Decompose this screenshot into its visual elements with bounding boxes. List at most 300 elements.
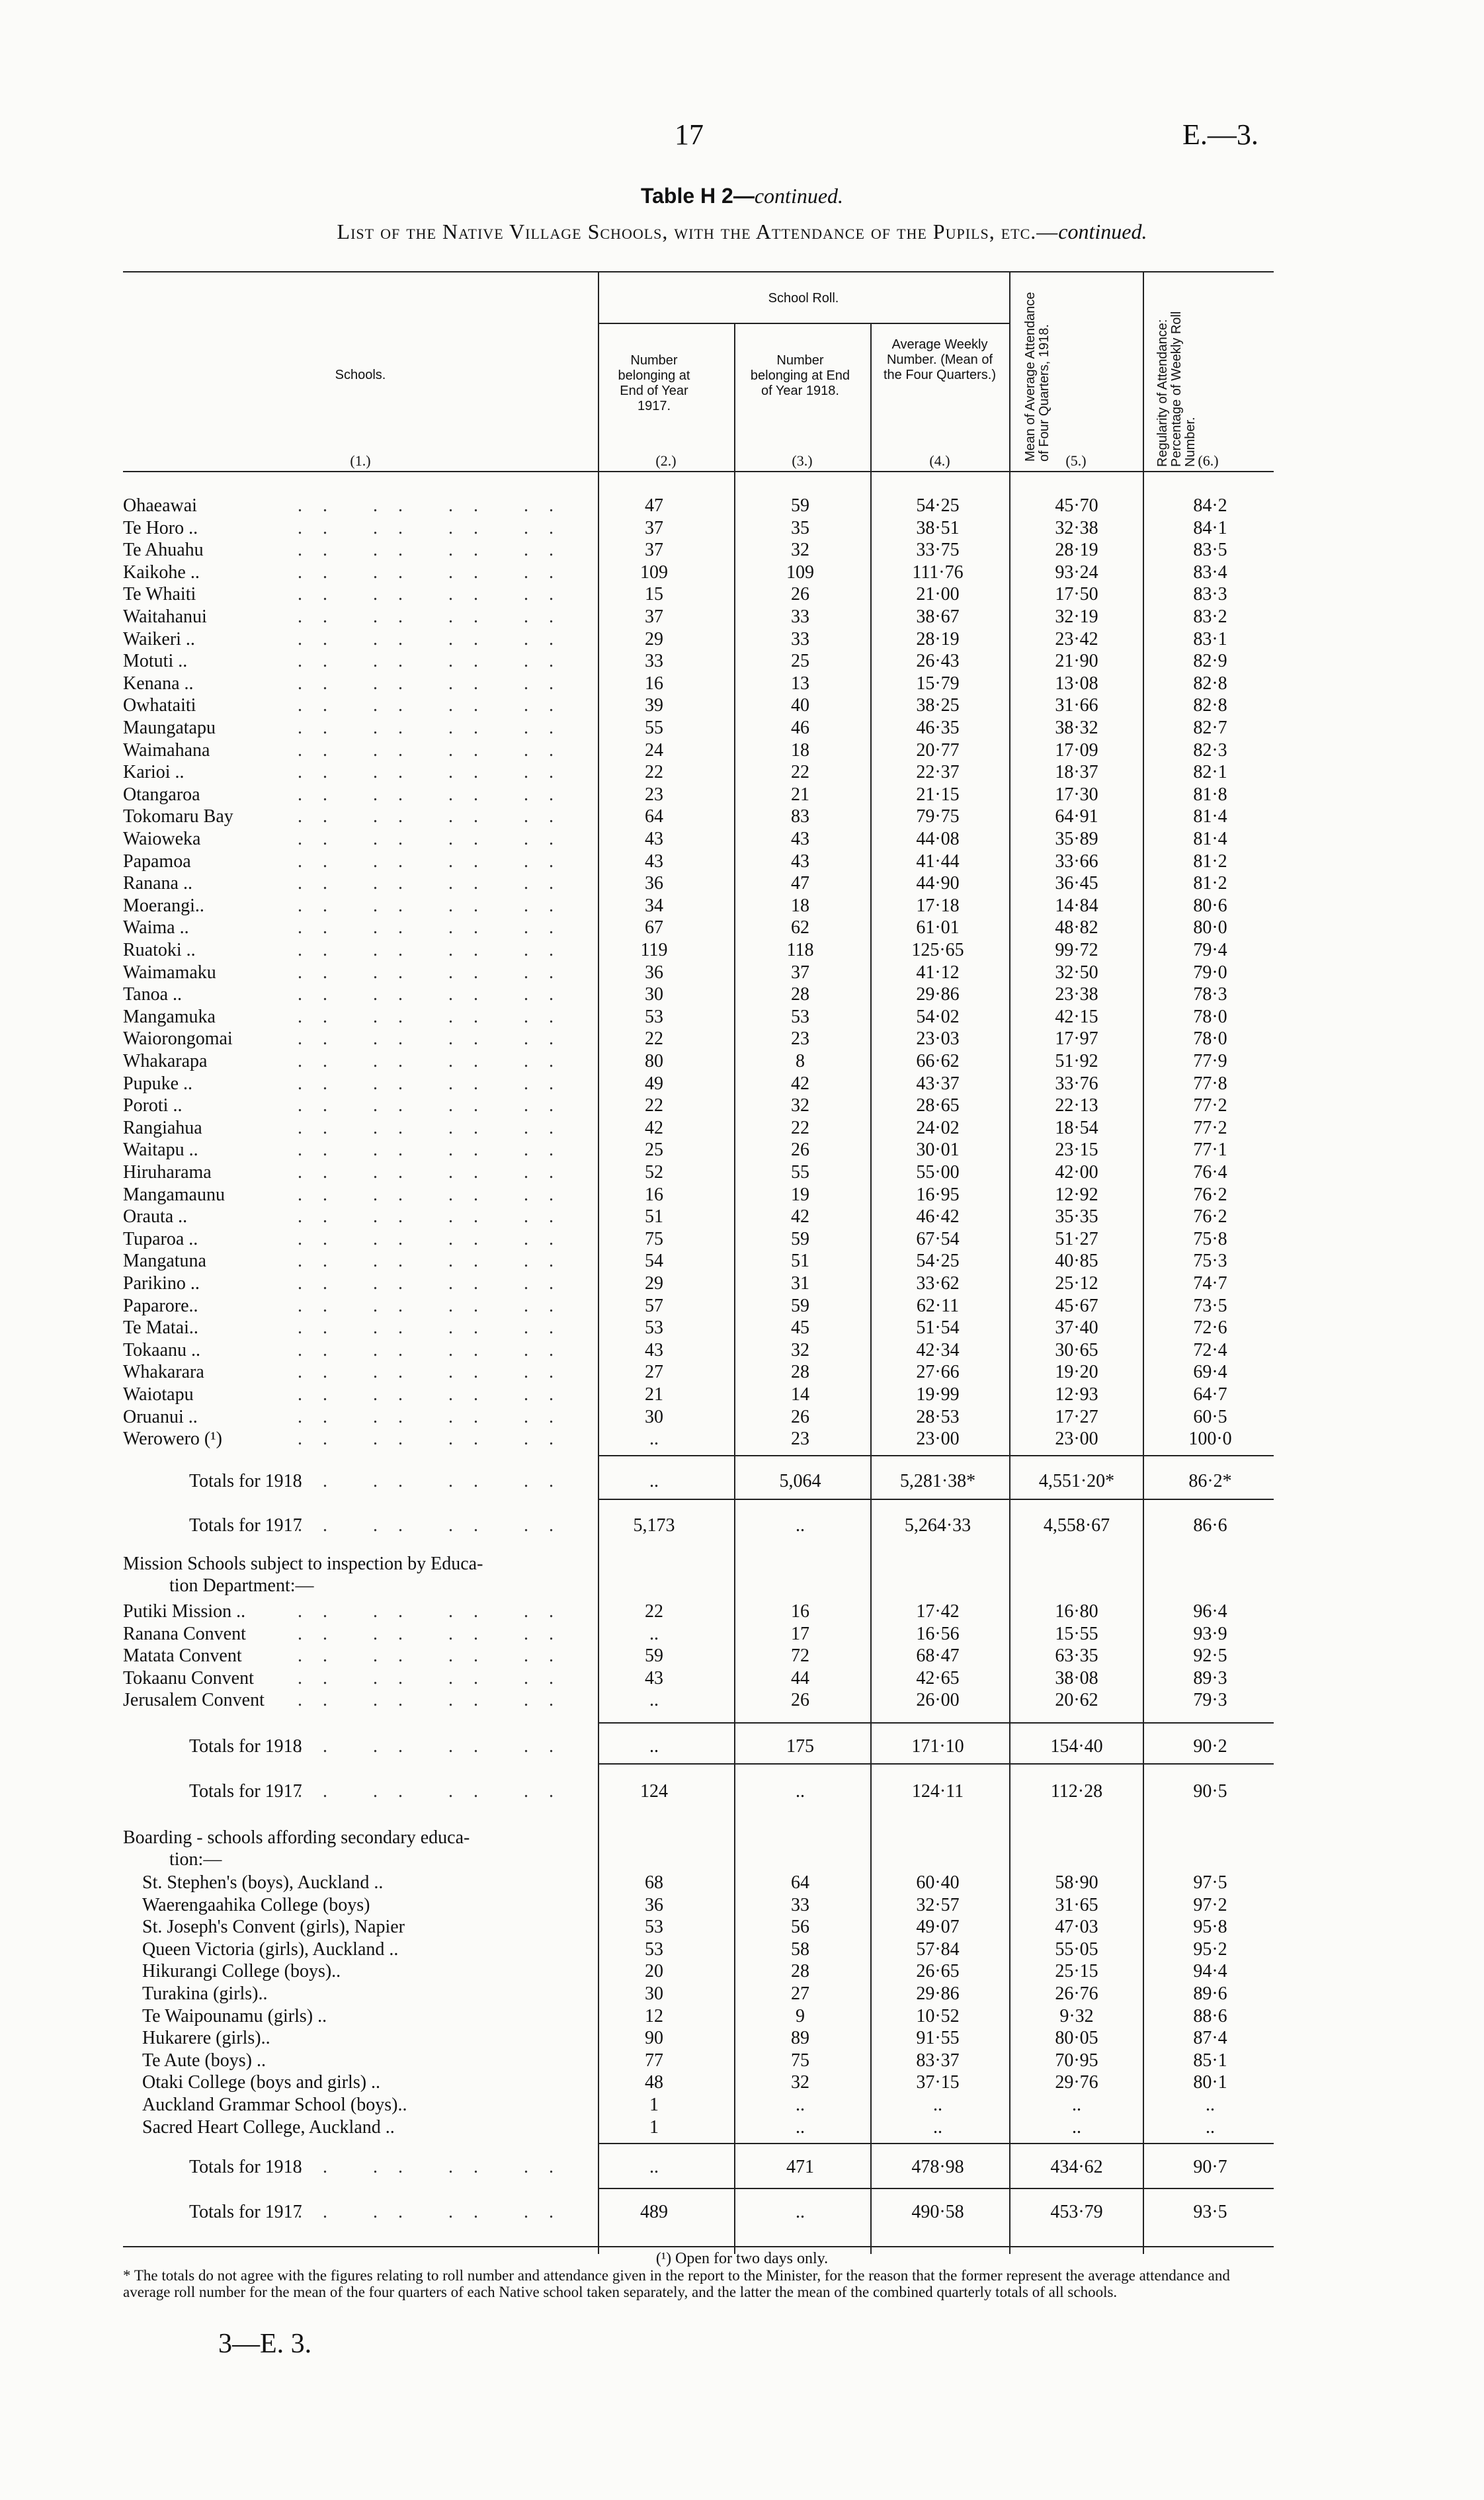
- school-name: Waiorongomai: [123, 1028, 233, 1050]
- cell-c5: 70·95: [1055, 2050, 1098, 2071]
- header-school-roll: School Roll.: [768, 291, 839, 306]
- table-row: [0, 1938, 1484, 1960]
- cell-c2: 53: [645, 1317, 663, 1339]
- table-row: [0, 694, 1484, 716]
- cell-c3: 19: [791, 1184, 809, 1205]
- cell-c6: 77·2: [1193, 1095, 1227, 1116]
- cell-c3: 32: [791, 1339, 809, 1360]
- leader-dots: .. .. .. ..: [298, 1781, 574, 1802]
- cell-c5: 29·76: [1055, 2072, 1098, 2093]
- cell-c2: 42: [645, 1117, 663, 1138]
- cell-c2: 29: [645, 1273, 663, 1294]
- cell-c5: 12·92: [1055, 1184, 1098, 1205]
- cell-c2: 16: [645, 1184, 663, 1205]
- school-name: Oruanui ..: [123, 1406, 198, 1427]
- school-name: Hukarere (girls)..: [142, 2028, 270, 2049]
- cell-c2: 53: [645, 1938, 663, 1960]
- cell-c6: 96·4: [1193, 1601, 1227, 1622]
- cell-c5: 42·00: [1055, 1162, 1098, 1183]
- leader-dots: .. .. .. ..: [298, 873, 574, 894]
- cell-c5: 434·62: [1050, 2157, 1103, 2177]
- cell-c5: 25·15: [1055, 1961, 1098, 1982]
- cell-c5: 38·08: [1055, 1667, 1098, 1688]
- leader-dots: .. .. .. ..: [298, 695, 574, 716]
- school-name: Auckland Grammar School (boys)..: [142, 2095, 407, 2115]
- cell-c3: ..: [796, 2202, 805, 2222]
- cell-c5: 17·09: [1055, 739, 1098, 761]
- table-row: [0, 517, 1484, 539]
- cell-c6: 77·8: [1193, 1073, 1227, 1094]
- school-name: Tuparoa ..: [123, 1228, 198, 1249]
- cell-c4: 54·25: [916, 495, 960, 516]
- cell-c5: 154·40: [1050, 1736, 1103, 1757]
- totals-row: [0, 1735, 1484, 1757]
- cell-c2: 1: [649, 2116, 659, 2138]
- cell-c2: 21: [645, 1384, 663, 1405]
- cell-c4: 17·18: [916, 895, 960, 916]
- totals-row: [0, 2156, 1484, 2178]
- cell-c4: 10·52: [916, 2005, 960, 2026]
- leader-dots: .. .. .. ..: [298, 628, 574, 649]
- cell-c5: 4,558·67: [1043, 1515, 1110, 1536]
- cell-c4: ..: [933, 2116, 942, 2138]
- cell-c4: 26·00: [916, 1690, 960, 1711]
- school-name: Matata Convent: [123, 1646, 242, 1667]
- cell-c6: 82·7: [1193, 718, 1227, 738]
- leader-dots: .. .. .. ..: [298, 784, 574, 805]
- cell-c4: 19·99: [916, 1384, 960, 1405]
- cell-c4: 46·42: [916, 1206, 960, 1228]
- cell-c2: 54: [645, 1251, 663, 1272]
- cell-c2: 37: [645, 606, 663, 627]
- cell-c2: ..: [649, 2157, 659, 2177]
- cell-c5: 23·00: [1055, 1429, 1098, 1450]
- cell-c2: 80: [645, 1051, 663, 1071]
- table-row: [0, 1317, 1484, 1339]
- cell-c2: 37: [645, 540, 663, 561]
- cell-c6: 79·4: [1193, 940, 1227, 960]
- header-col5: Mean of Average Attendance of Four Quarters, 1918.: [1023, 292, 1051, 462]
- header-col3: Number belonging at End of Year 1918.: [750, 353, 850, 398]
- cell-c3: 32: [791, 540, 809, 561]
- table-row: [0, 2050, 1484, 2071]
- cell-c2: 12: [645, 2005, 663, 2026]
- cell-c3: 35: [791, 517, 809, 538]
- table-row: [0, 1689, 1484, 1711]
- cell-c5: 40·85: [1055, 1251, 1098, 1272]
- cell-c2: 43: [645, 1667, 663, 1688]
- leader-dots: .. .. .. ..: [298, 1117, 574, 1138]
- table-row: [0, 1050, 1484, 1072]
- cell-c3: 33: [791, 1894, 809, 1915]
- cell-c6: 90·7: [1193, 2157, 1227, 2177]
- cell-c6: 93·5: [1193, 2202, 1227, 2222]
- school-name: Mangatuna: [123, 1251, 206, 1272]
- cell-c4: 490·58: [911, 2202, 964, 2222]
- cell-c6: 81·8: [1193, 784, 1227, 805]
- table-row: [0, 1406, 1484, 1428]
- cell-c5: ..: [1072, 2095, 1081, 2115]
- cell-c5: 32·50: [1055, 962, 1098, 983]
- table-row: [0, 1161, 1484, 1183]
- leader-dots: .. .. .. ..: [298, 984, 574, 1005]
- school-name: Ranana ..: [123, 873, 192, 894]
- table-row: [0, 717, 1484, 739]
- cell-c2: ..: [649, 1623, 659, 1644]
- cell-c4: 22·37: [916, 762, 960, 783]
- cell-c4: 23·00: [916, 1429, 960, 1450]
- cell-c5: 16·80: [1055, 1601, 1098, 1622]
- cell-c3: 17: [791, 1623, 809, 1644]
- cell-c5: 25·12: [1055, 1273, 1098, 1294]
- cell-c5: 19·20: [1055, 1362, 1098, 1383]
- cell-c3: 22: [791, 762, 809, 783]
- leader-dots: .. .. .. ..: [298, 962, 574, 983]
- cell-c2: 22: [645, 762, 663, 783]
- school-name: Mangamuka: [123, 1006, 216, 1027]
- school-name: Waitapu ..: [123, 1140, 198, 1161]
- school-name: St. Joseph's Convent (girls), Napier: [142, 1917, 405, 1938]
- table-row: [0, 562, 1484, 583]
- column-number: (6.): [1198, 452, 1219, 469]
- cell-c5: 13·08: [1055, 673, 1098, 694]
- cell-c2: 47: [645, 495, 663, 516]
- cell-c5: 31·65: [1055, 1894, 1098, 1915]
- table-row: [0, 739, 1484, 761]
- table-row: [0, 1361, 1484, 1383]
- cell-c5: 17·30: [1055, 784, 1098, 805]
- cell-c5: 18·54: [1055, 1117, 1098, 1138]
- leader-dots: .. .. .. ..: [298, 1429, 574, 1450]
- table-row: [0, 1428, 1484, 1450]
- column-number: (2.): [655, 452, 677, 469]
- leader-dots: .. .. .. ..: [298, 1515, 574, 1536]
- cell-c6: ..: [1206, 2116, 1215, 2138]
- cell-c3: 62: [791, 917, 809, 938]
- leader-dots: .. .. .. ..: [298, 651, 574, 672]
- table-row: [0, 872, 1484, 894]
- totals-row: [0, 1780, 1484, 1802]
- cell-c6: 81·2: [1193, 873, 1227, 894]
- cell-c6: 82·9: [1193, 651, 1227, 672]
- cell-c5: 64·91: [1055, 806, 1098, 827]
- table-bottom-rule: [123, 2246, 1274, 2247]
- school-name: Pupuke ..: [123, 1073, 192, 1094]
- cell-c5: 48·82: [1055, 917, 1098, 938]
- cell-c3: 22: [791, 1117, 809, 1138]
- cell-c5: 17·50: [1055, 584, 1098, 605]
- school-name: Otaki College (boys and girls) ..: [142, 2072, 381, 2093]
- table-row: [0, 2005, 1484, 2027]
- leader-dots: .. .. .. ..: [298, 673, 574, 694]
- cell-c5: 38·32: [1055, 718, 1098, 738]
- cell-c5: 36·45: [1055, 873, 1098, 894]
- table-row: [0, 806, 1484, 827]
- leader-dots: .. .. .. ..: [298, 1228, 574, 1249]
- header-col4: Average Weekly Number. (Mean of the Four Quarters.): [883, 337, 997, 382]
- cell-c3: 64: [791, 1872, 809, 1893]
- cell-c5: 20·62: [1055, 1690, 1098, 1711]
- leader-dots: .. .. .. ..: [298, 1362, 574, 1383]
- cell-c4: 28·19: [916, 628, 960, 649]
- cell-c3: 53: [791, 1006, 809, 1027]
- cell-c5: 35·89: [1055, 829, 1098, 849]
- table-row: [0, 939, 1484, 961]
- cell-c2: 52: [645, 1162, 663, 1183]
- table-row: [0, 2116, 1484, 2138]
- totals-label: Totals for 1918: [189, 2157, 302, 2177]
- cell-c5: 51·92: [1055, 1051, 1098, 1071]
- cell-c6: 60·5: [1193, 1406, 1227, 1427]
- cell-c4: 37·15: [916, 2072, 960, 2093]
- cell-c2: 53: [645, 1006, 663, 1027]
- cell-c4: 44·90: [916, 873, 960, 894]
- cell-c3: 9: [796, 2005, 805, 2026]
- cell-c3: 471: [786, 2157, 814, 2177]
- document-reference: E.—3.: [1182, 118, 1258, 151]
- cell-c3: 56: [791, 1917, 809, 1938]
- table-row: [0, 673, 1484, 694]
- cell-c6: 93·9: [1193, 1623, 1227, 1644]
- cell-c4: 60·40: [916, 1872, 960, 1893]
- cell-c4: 16·95: [916, 1184, 960, 1205]
- leader-dots: .. .. .. ..: [298, 495, 574, 516]
- cell-c2: ..: [649, 1429, 659, 1450]
- cell-c5: 32·19: [1055, 606, 1098, 627]
- cell-c6: 76·2: [1193, 1206, 1227, 1228]
- table-row: [0, 1645, 1484, 1667]
- cell-c4: 24·02: [916, 1117, 960, 1138]
- cell-c6: 72·6: [1193, 1317, 1227, 1339]
- school-name: Otangaroa: [123, 784, 200, 805]
- cell-c3: ..: [796, 1515, 805, 1536]
- cell-c6: 77·9: [1193, 1051, 1227, 1071]
- school-name: Tokaanu Convent: [123, 1667, 254, 1688]
- cell-c3: 5,064: [779, 1471, 821, 1491]
- table-row: [0, 1601, 1484, 1622]
- cell-c4: 29·86: [916, 1983, 960, 2004]
- leader-dots: .. .. .. ..: [298, 762, 574, 783]
- totals-rule: [598, 2188, 1274, 2189]
- school-name: Jerusalem Convent: [123, 1690, 265, 1711]
- cell-c3: 33: [791, 628, 809, 649]
- cell-c4: 38·25: [916, 695, 960, 716]
- column-number: (3.): [792, 452, 813, 469]
- cell-c2: 29: [645, 628, 663, 649]
- leader-dots: .. .. .. ..: [298, 1140, 574, 1161]
- table-row: [0, 828, 1484, 850]
- page-number: 17: [675, 118, 704, 151]
- school-name: Motuti ..: [123, 651, 188, 672]
- cell-c6: 75·8: [1193, 1228, 1227, 1249]
- cell-c6: 83·2: [1193, 606, 1227, 627]
- table-row: [0, 895, 1484, 917]
- cell-c5: 37·40: [1055, 1317, 1098, 1339]
- cell-c6: 64·7: [1193, 1384, 1227, 1405]
- cell-c3: 27: [791, 1983, 809, 2004]
- school-name: Waimahana: [123, 739, 210, 761]
- cell-c5: 45·70: [1055, 495, 1098, 516]
- totals-row: [0, 1470, 1484, 1492]
- cell-c6: 76·4: [1193, 1162, 1227, 1183]
- cell-c3: 75: [791, 2050, 809, 2071]
- school-roll-rule: [598, 323, 1009, 324]
- school-name: Kaikohe ..: [123, 562, 200, 583]
- cell-c6: 89·3: [1193, 1667, 1227, 1688]
- cell-c2: 53: [645, 1917, 663, 1938]
- leader-dots: .. .. .. ..: [298, 1095, 574, 1116]
- school-name: Whakarara: [123, 1362, 204, 1383]
- header-bottom-rule: [123, 471, 1274, 472]
- cell-c6: 79·3: [1193, 1690, 1227, 1711]
- cell-c2: 124: [640, 1781, 668, 1802]
- totals-label: Totals for 1918: [189, 1471, 302, 1491]
- leader-dots: .. .. .. ..: [298, 806, 574, 827]
- cell-c5: 93·24: [1055, 562, 1098, 583]
- cell-c3: 18: [791, 739, 809, 761]
- cell-c3: ..: [796, 2095, 805, 2115]
- cell-c6: 90·5: [1193, 1781, 1227, 1802]
- school-name: Poroti ..: [123, 1095, 183, 1116]
- leader-dots: .. .. .. ..: [298, 718, 574, 738]
- table-row: [0, 1028, 1484, 1050]
- school-name: Waerengaahika College (boys): [142, 1894, 370, 1915]
- cell-c5: 47·03: [1055, 1917, 1098, 1938]
- school-name: Te Waipounamu (girls) ..: [142, 2005, 327, 2026]
- school-name: St. Stephen's (boys), Auckland ..: [142, 1872, 384, 1893]
- cell-c2: 15: [645, 584, 663, 605]
- school-name: Waioweka: [123, 829, 201, 849]
- page-signature: 3—E. 3.: [218, 2329, 312, 2359]
- school-name: Waikeri ..: [123, 628, 195, 649]
- cell-c4: 26·65: [916, 1961, 960, 1982]
- cell-c2: 27: [645, 1362, 663, 1383]
- cell-c3: 72: [791, 1646, 809, 1667]
- leader-dots: .. .. .. ..: [298, 1736, 574, 1757]
- boarding-schools-heading: Boarding - schools affording secondary educa- tion:—: [123, 1827, 470, 1870]
- cell-c4: 67·54: [916, 1228, 960, 1249]
- cell-c5: 58·90: [1055, 1872, 1098, 1893]
- totals-rule: [598, 1722, 1274, 1724]
- cell-c2: 109: [640, 562, 668, 583]
- cell-c5: 45·67: [1055, 1295, 1098, 1316]
- cell-c5: 12·93: [1055, 1384, 1098, 1405]
- school-name: Waitahanui: [123, 606, 207, 627]
- totals-label: Totals for 1918: [189, 1736, 302, 1757]
- cell-c2: 39: [645, 695, 663, 716]
- cell-c6: 84·2: [1193, 495, 1227, 516]
- cell-c5: 35·35: [1055, 1206, 1098, 1228]
- leader-dots: .. .. .. ..: [298, 1339, 574, 1360]
- cell-c2: 30: [645, 1983, 663, 2004]
- school-name: Kenana ..: [123, 673, 194, 694]
- cell-c4: 20·77: [916, 739, 960, 761]
- cell-c5: 33·76: [1055, 1073, 1098, 1094]
- table-row: [0, 1206, 1484, 1228]
- cell-c6: 86·2*: [1188, 1471, 1232, 1491]
- cell-c3: 83: [791, 806, 809, 827]
- cell-c4: 42·34: [916, 1339, 960, 1360]
- leader-dots: .. .. .. ..: [298, 562, 574, 583]
- footnote-totals: * The totals do not agree with the figures relating to roll number and attendance given in the report to the Minister, for the reason that the former represent the average attendance and average roll number for the mean of the four quarters of each Native school taken separately, and the latter the mean of the combined quarterly totals of all schools.: [123, 2267, 1230, 2300]
- cell-c4: 54·02: [916, 1006, 960, 1027]
- table-title: Table H 2—continued.: [640, 184, 844, 208]
- cell-c5: 42·15: [1055, 1006, 1098, 1027]
- school-name: Te Whaiti: [123, 584, 196, 605]
- school-name: Waimamaku: [123, 962, 216, 983]
- cell-c2: 30: [645, 1406, 663, 1427]
- cell-c4: 28·53: [916, 1406, 960, 1427]
- table-row: [0, 1623, 1484, 1645]
- cell-c3: 47: [791, 873, 809, 894]
- cell-c5: 23·42: [1055, 628, 1098, 649]
- cell-c3: 42: [791, 1073, 809, 1094]
- cell-c2: 16: [645, 673, 663, 694]
- cell-c5: 23·38: [1055, 984, 1098, 1005]
- cell-c4: 478·98: [911, 2157, 964, 2177]
- school-name: Te Aute (boys) ..: [142, 2050, 267, 2071]
- cell-c3: 18: [791, 895, 809, 916]
- school-name: Ohaeawai: [123, 495, 197, 516]
- table-row: [0, 583, 1484, 605]
- cell-c4: 83·37: [916, 2050, 960, 2071]
- cell-c5: 28·19: [1055, 540, 1098, 561]
- cell-c6: 81·2: [1193, 851, 1227, 872]
- cell-c6: 85·1: [1193, 2050, 1227, 2071]
- leader-dots: .. .. .. ..: [298, 917, 574, 938]
- cell-c2: 36: [645, 873, 663, 894]
- cell-c4: 16·56: [916, 1623, 960, 1644]
- table-row: [0, 606, 1484, 628]
- column-number: (1.): [350, 452, 371, 469]
- leader-dots: .. .. .. ..: [298, 1317, 574, 1339]
- cell-c4: 55·00: [916, 1162, 960, 1183]
- cell-c3: 26: [791, 584, 809, 605]
- cell-c3: 33: [791, 606, 809, 627]
- leader-dots: .. .. .. ..: [298, 1667, 574, 1688]
- cell-c4: 5,281·38*: [899, 1471, 976, 1491]
- cell-c2: 489: [640, 2202, 668, 2222]
- cell-c6: 90·2: [1193, 1736, 1227, 1757]
- school-name: Orauta ..: [123, 1206, 188, 1228]
- cell-c5: 99·72: [1055, 940, 1098, 960]
- cell-c5: 112·28: [1050, 1781, 1103, 1802]
- cell-c3: 42: [791, 1206, 809, 1228]
- cell-c6: 89·6: [1193, 1983, 1227, 2004]
- table-top-rule: [123, 271, 1274, 272]
- totals-rule: [598, 1763, 1274, 1765]
- cell-c3: 31: [791, 1273, 809, 1294]
- cell-c3: 43: [791, 829, 809, 849]
- cell-c4: 124·11: [911, 1781, 964, 1802]
- leader-dots: .. .. .. ..: [298, 1601, 574, 1622]
- cell-c2: 33: [645, 651, 663, 672]
- cell-c3: 59: [791, 1228, 809, 1249]
- cell-c5: 51·27: [1055, 1228, 1098, 1249]
- leader-dots: .. .. .. ..: [298, 895, 574, 916]
- header-col2: Number belonging at End of Year 1917.: [618, 353, 690, 413]
- cell-c4: 5,264·33: [904, 1515, 971, 1536]
- cell-c6: 78·3: [1193, 984, 1227, 1005]
- cell-c6: 77·1: [1193, 1140, 1227, 1161]
- totals-rule: [598, 2143, 1274, 2144]
- table-row: [0, 1184, 1484, 1206]
- cell-c6: 80·0: [1193, 917, 1227, 938]
- cell-c2: 75: [645, 1228, 663, 1249]
- school-name: Sacred Heart College, Auckland ..: [142, 2116, 395, 2138]
- cell-c4: 15·79: [916, 673, 960, 694]
- table-row: [0, 495, 1484, 517]
